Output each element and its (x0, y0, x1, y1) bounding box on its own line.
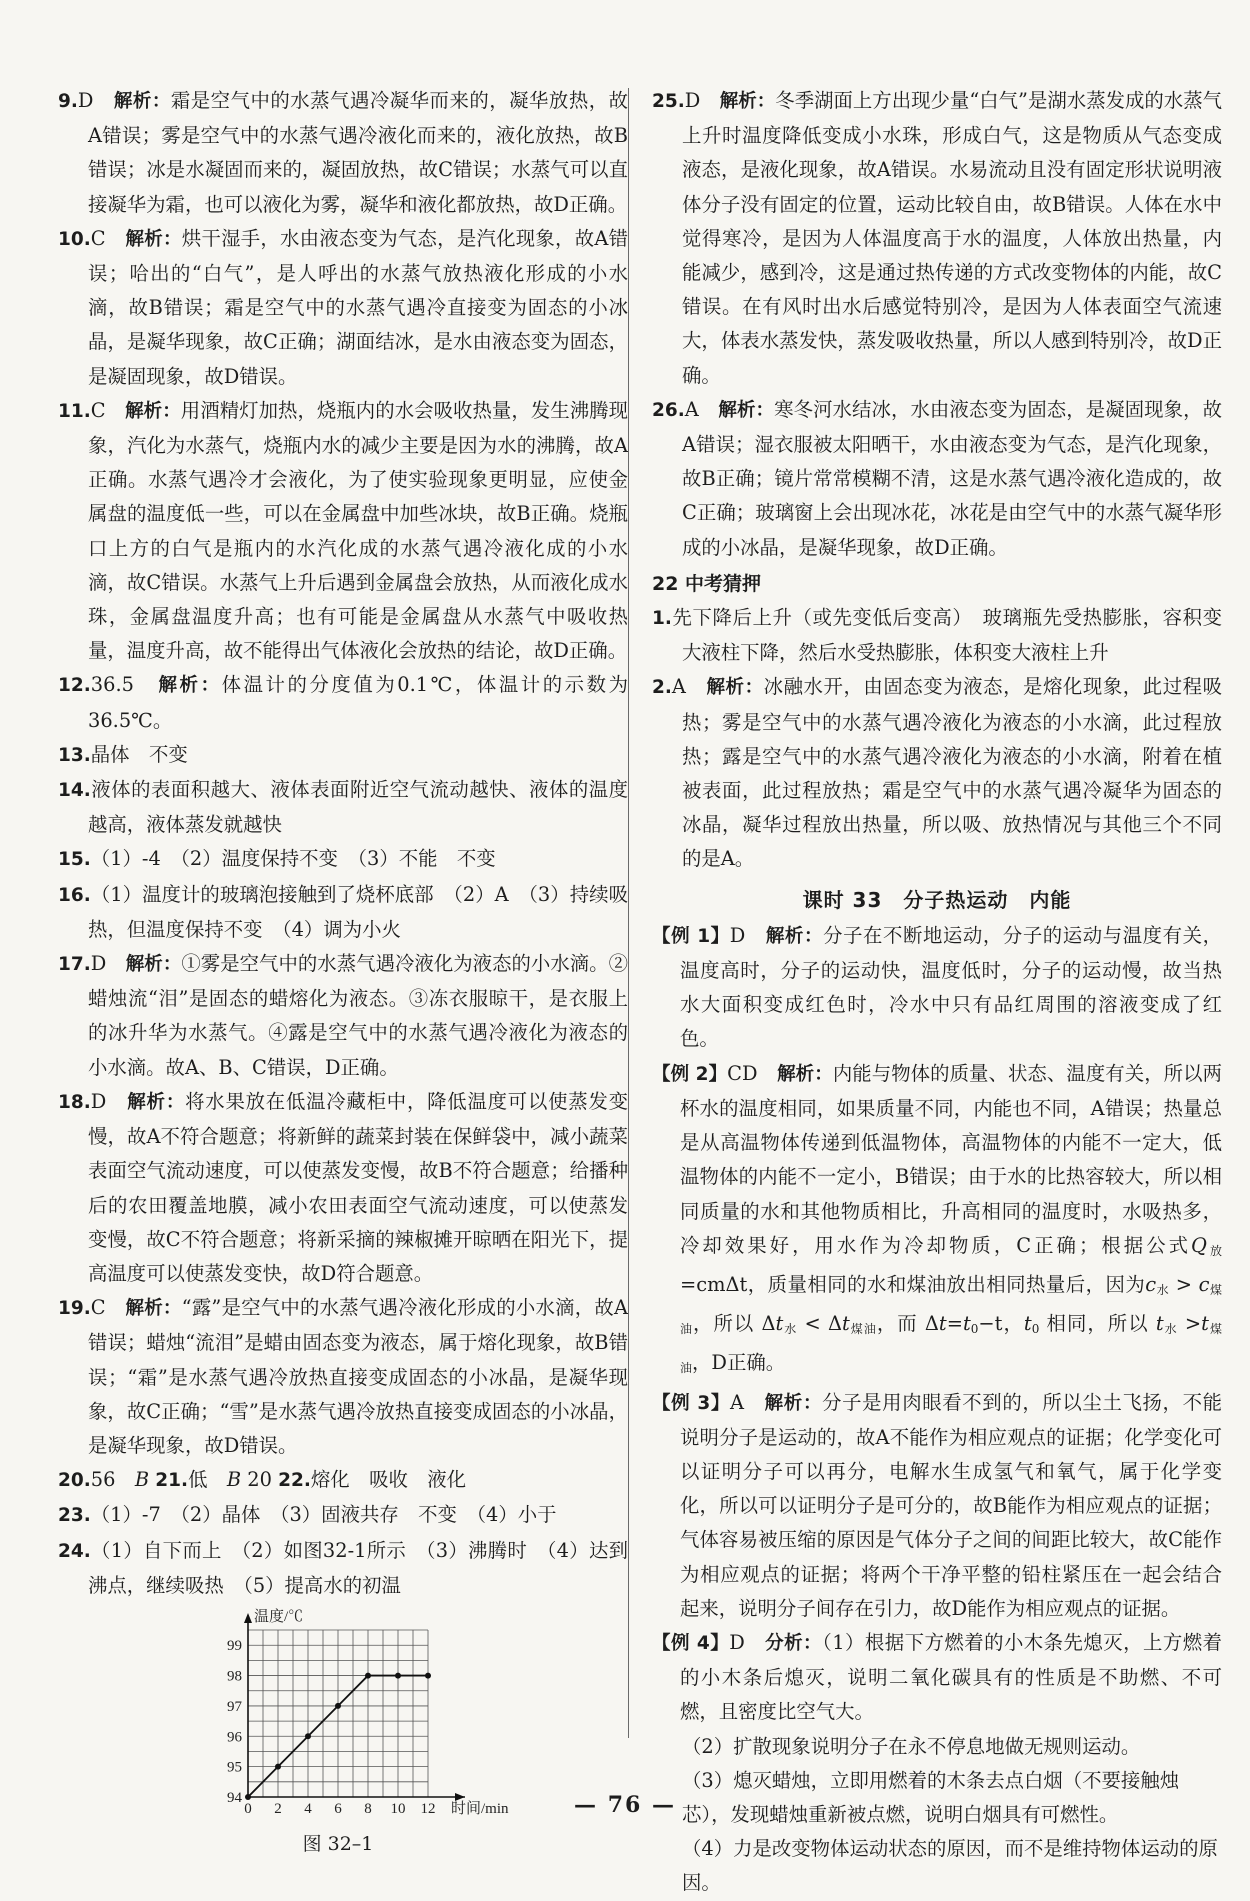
page-number: — 76 — (574, 1792, 676, 1818)
answer-text: 36.5 (90, 673, 159, 697)
formula-subscript: 0 (970, 1322, 979, 1337)
x-tick-label: 8 (364, 1800, 372, 1817)
answer-text: D (90, 1089, 128, 1113)
answer-number: 25. (652, 91, 685, 112)
formula-symbol: t (1155, 1312, 1164, 1336)
analysis-label: 解析： (125, 228, 182, 250)
analysis-text: 冰融水开，由固态变为液态，是熔化现象，此过程吸热；雾是空气中的水蒸气遇冷液化为液态的小水滴，此过程放热；露是空气中的水蒸气遇冷液化为液态的小水滴，附着在植被表面，此过程放热；霜是空气中的水蒸气遇冷凝华为固态的冰晶，凝华过程放出热量，所以吸、放热情况与其他三个不同的是A。 (682, 675, 1222, 871)
column-divider (628, 88, 629, 1738)
analysis-text: （1）根据下方燃着的小木条先熄灭，上方燃着的小木条后熄灭，说明二氧化碳具有的性质是不助燃、不可燃，且密度比空气大。 (680, 1630, 1222, 1724)
left-column (58, 84, 628, 1861)
data-point (425, 1673, 431, 1679)
analysis-text: 烘干湿手，水由液态变为气态，是汽化现象，故A错误；哈出的“白气”，是人呼出的水蒸气放热液化形成的小水滴，故B错误；霜是空气中的水蒸气遇冷直接变为固态的小冰晶，是凝华现象，故C正确；湖面结冰，是水由液态变为固态，是凝固现象，故D错误。 (88, 226, 628, 388)
example-4-part-3: （3）熄灭蜡烛，立即用燃着的木条去点白烟（不要接触烛芯），发现蜡烛重新被点燃，说明白烟具有可燃性。 (682, 1768, 1180, 1826)
answer-item (58, 222, 628, 394)
data-point (335, 1703, 341, 1709)
y-axis-arrow (244, 1613, 252, 1623)
y-axis-label: 温度/℃ (254, 1608, 304, 1625)
right-answer-list (652, 84, 1222, 565)
data-point (365, 1673, 371, 1679)
example-tag: 【例 2】 (652, 1063, 728, 1085)
answer-number: 22. (278, 1470, 311, 1492)
guess-1 (652, 601, 1222, 670)
answer-text: A (684, 397, 719, 421)
example-tag: 【例 1】 (652, 925, 730, 947)
analysis-label: 解析： (719, 91, 776, 112)
formula-symbol: c (1145, 1272, 1157, 1296)
answer-item (58, 773, 628, 842)
formula-subscript: 水 (783, 1322, 798, 1337)
analysis-text: < Δ (797, 1312, 842, 1336)
answer-text: 晶体 不变 (90, 742, 188, 766)
analysis-text: 霜是空气中的水蒸气遇冷凝华而来的，凝华放热，故A错误；雾是空气中的水蒸气遇冷液化而来的，液化放热，故B错误；冰是水凝固而来的，凝固放热，故C错误；水蒸气可以直接凝华为霜，也可以液化为雾，凝华和液化都放热，故D正确。 (88, 89, 629, 216)
analysis-text: 将水果放在低温冷藏柜中，降低温度可以使蒸发变慢，故A不符合题意；将新鲜的蔬菜封装在保鲜袋中，减小蔬菜表面空气流动速度，可以使蒸发变慢，故B不符合题意；给播种后的农田覆盖地膜，减小农田表面空气流动速度，可以使蒸发变慢，故C不符合题意；将新采摘的辣椒摊开晾晒在阳光下，提高温度可以使蒸发变快，故D符合题意。 (88, 1089, 628, 1285)
analysis-label: 解析： (764, 1392, 823, 1414)
formula-subscript: 水 (1163, 1322, 1178, 1337)
analysis-label: 分析： (765, 1632, 823, 1654)
analysis-text: =cmΔt，质量相同的水和煤油放出相同热量后，因为 (680, 1272, 1146, 1296)
answer-item (58, 394, 628, 669)
formula-symbol: Q (1191, 1233, 1207, 1257)
analysis-label: 解析： (706, 677, 764, 699)
x-axis-label: 时间/min (451, 1800, 509, 1817)
example-4-part-4: （4）力是改变物体运动状态的原因，而不是维持物体运动的原因。 (682, 1837, 1218, 1895)
answer-text: （1）自下而上 （2）如图32-1所示 （3）沸腾时 （4）达到沸点，继续吸热 （5）提高水的初温 (88, 1538, 628, 1597)
answer-number: 24. (58, 1540, 91, 1562)
analysis-text: 相同，所以 (1039, 1312, 1156, 1336)
formula-symbol: t (962, 1312, 971, 1336)
answer-text: 20 (247, 1468, 272, 1492)
answer-text: 熔化 吸收 液化 (310, 1468, 467, 1492)
answer-text: 56 (90, 1468, 135, 1492)
analysis-text: −t， (978, 1312, 1024, 1336)
analysis-label: 解析： (158, 675, 222, 697)
answer-text: C (90, 1296, 126, 1320)
answer-number: 26. (652, 399, 685, 421)
answer-text: C (90, 398, 126, 422)
answer-text: CD (727, 1061, 778, 1085)
answer-text: 低 (188, 1468, 227, 1492)
answer-text: （1）温度计的玻璃泡接触到了烧杯底部 （2）A （3）持续吸热，但温度保持不变 （4）调为小火 (88, 882, 628, 941)
analysis-text: ①雾是空气中的水蒸气遇冷液化为液态的小水滴。②蜡烛流“泪”是固态的蜡熔化为液态。③冻衣服晾干，是衣服上的冰升华为水蒸气。④露是空气中的水蒸气遇冷液化为液态的小水滴。故A、B、C错误，D正确。 (88, 952, 628, 1079)
answer-text: 先下降后上升（或先变低后变高） 玻璃瓶先受热膨胀，容积变大液柱下降，然后水受热膨胀，体积变大液柱上升 (671, 606, 1222, 665)
answer-number: 23. (58, 1505, 91, 1527)
formula-subscript: 煤油 (680, 1282, 1222, 1337)
answer-number: 11. (58, 400, 91, 422)
analysis-label: 解析： (125, 954, 182, 976)
guess-2 (652, 670, 1222, 876)
x-tick-label: 2 (274, 1800, 282, 1817)
analysis-label: 解析： (125, 400, 181, 422)
answer-number: 21. (155, 1470, 189, 1492)
y-tick-label: 99 (227, 1638, 242, 1655)
answer-text: D (77, 89, 114, 112)
answer-item (652, 393, 1222, 565)
analysis-label: 解析： (113, 91, 171, 112)
chart-caption: 图 32–1 (302, 1833, 374, 1856)
y-tick-label: 95 (227, 1759, 242, 1776)
answer-text: D (684, 89, 720, 112)
analysis-text: > (1177, 1312, 1202, 1336)
example-2 (652, 1057, 1222, 1386)
formula-subscript: 0 (1031, 1322, 1040, 1337)
answer-number: 10. (58, 228, 91, 250)
formula-symbol: t (1023, 1312, 1032, 1336)
x-tick-label: 4 (304, 1800, 312, 1817)
answer-item (58, 84, 628, 222)
analysis-text: 冬季湖面上方出现少量“白气”是湖水蒸发成的水蒸气上升时温度降低变成小水珠，形成白气，这是物质从气态变成液态，是液化现象，故A错误。水易流动且没有固定形状说明液体分子没有固定的位置，运动比较自由，故B错误。人体在水中觉得寒冷，是因为人体温度高于水的温度，人体放出热量，内能减少，感到冷，这是通过热传递的方式改变物体的内能，故C错误。在有风时出水后感觉特别冷，是因为人体表面空气流速大，体表水蒸发快，蒸发吸收热量，所以人感到特别冷，故D正确。 (682, 89, 1222, 387)
formula-symbol: t (938, 1312, 947, 1336)
answer-number: 12. (58, 675, 91, 697)
answer-number: 20. (58, 1470, 91, 1492)
analysis-label: 解析： (127, 1091, 186, 1113)
data-point (275, 1764, 281, 1770)
analysis-label: 解析： (125, 1298, 182, 1320)
answer-item (58, 1085, 628, 1291)
formula-subscript: 煤油 (680, 1322, 1222, 1376)
answer-20-22 (58, 1463, 628, 1498)
answer-text: A (671, 675, 707, 699)
answer-number: 16. (58, 884, 91, 906)
answer-number: 9. (58, 91, 78, 112)
answer-number: 2. (652, 677, 672, 699)
analysis-label: 解析： (777, 1063, 833, 1085)
data-point (395, 1673, 401, 1679)
answer-item (58, 878, 628, 947)
answer-item (58, 668, 628, 737)
analysis-text: ，所以 Δ (693, 1312, 776, 1336)
answer-number: 18. (58, 1091, 91, 1113)
example-4-part-2: （2）扩散现象说明分子在永不停息地做无规则运动。 (682, 1734, 1141, 1758)
answer-number: 14. (58, 780, 91, 802)
y-tick-label: 98 (227, 1668, 242, 1685)
answer-text: 液体的表面积越大、液体表面附近空气流动越快、液体的温度越高，液体蒸发就越快 (88, 778, 628, 837)
answer-24 (58, 1534, 628, 1603)
example-tag: 【例 3】 (652, 1392, 730, 1414)
answer-number: 13. (58, 744, 91, 766)
example-3 (652, 1386, 1222, 1626)
answer-text: （1）-7 （2）晶体 （3）固液共存 不变 （4）小于 (90, 1503, 557, 1527)
formula-subscript: 放 (1206, 1243, 1222, 1258)
answer-text: D (729, 1630, 766, 1654)
answer-text: A (730, 1390, 765, 1414)
analysis-text: 体温计的分度值为0.1℃，体温计的示数为36.5℃。 (88, 673, 628, 732)
data-point (305, 1733, 311, 1739)
y-tick-label: 97 (227, 1698, 242, 1715)
answer-item (652, 84, 1222, 393)
example-4 (652, 1626, 1222, 1730)
x-tick-label: 0 (244, 1800, 252, 1817)
answer-number: 19. (58, 1298, 91, 1320)
example-tag: 【例 4】 (652, 1632, 730, 1654)
analysis-text: 内能与物体的质量、状态、温度有关，所以两杯水的温度相同，如果质量不同，内能也不同，A错误；热量总是从高温物体传递到低温物体，高温物体的内能不一定大，低温物体的内能不一定小，B错误；由于水的比热容较大，所以相同质量的水和其他物质相比，升高相同的温度时，水吸热多，冷却效果好，用水作为冷却物质，C正确；根据公式 (680, 1061, 1222, 1257)
formula-subscript: 水 (1156, 1282, 1170, 1297)
analysis-text: > (1169, 1272, 1192, 1296)
analysis-text: = (946, 1312, 963, 1336)
left-answer-list (58, 84, 628, 1463)
answer-item (58, 1291, 628, 1463)
section-title: 22 中考猜押 (652, 572, 762, 595)
answer-item (58, 947, 628, 1085)
analysis-text: 分子是用肉眼看不到的，所以尘土飞扬，不能说明分子是运动的，故A不能作为相应观点的证据；化学变化可以证明分子可以再分，电解水生成氢气和氧气，属于化学变化，所以可以证明分子是可分的，故B能作为相应观点的证据；气体容易被压缩的原因是气体分子之间的间距比较大，故C能作为相应观点的证据；将两个干净平整的铅柱紧压在一起会结合起来，说明分子间存在引力，故D能作为相应观点的证据。 (680, 1390, 1222, 1620)
analysis-text: 用酒精灯加热，烧瓶内的水会吸收热量，发生沸腾现象，汽化为水蒸气，烧瓶内水的减少主要是因为水的沸腾，故A正确。水蒸气遇冷才会液化，为了使实验现象更明显，应使金属盘的温度低一些，可以在金属盘中加些冰块，故B正确。烧瓶口上方的白气是瓶内的水汽化成的水蒸气遇冷液化成的小水滴，故C错误。水蒸气上升后遇到金属盘会放热，从而液化成水珠，金属盘温度升高；也有可能是金属盘从水蒸气中吸收热量，温度升高，故不能得出气体液化会放热的结论，故D正确。 (88, 398, 628, 663)
lesson-title: 课时 33 分子热运动 内能 (802, 887, 1072, 912)
formula-symbol: c (1198, 1272, 1210, 1296)
y-tick-label: 96 (227, 1729, 242, 1746)
answer-text: B (226, 1468, 242, 1492)
answer-number: 15. (58, 849, 91, 871)
answer-text: （1）-4 （2）温度保持不变 （3）不能 不变 (90, 847, 496, 871)
analysis-label: 解析： (765, 925, 824, 947)
formula-symbol: t (775, 1312, 784, 1336)
analysis-text: 分子在不断地运动，分子的运动与温度有关，温度高时，分子的运动快，温度低时，分子的运动慢，故当热水大面积变成红色时，冷水中只有品红周围的溶液变成了红色。 (680, 923, 1222, 1051)
answer-item (58, 738, 628, 773)
formula-symbol: t (841, 1312, 850, 1336)
analysis-text: ，D正确。 (692, 1351, 786, 1375)
answer-item (58, 842, 628, 877)
analysis-text: “露”是空气中的水蒸气遇冷液化形成的小水滴，故A错误；蜡烛“流泪”是蜡由固态变为液态，属于熔化现象，故B错误；“霜”是水蒸气遇冷放热直接变成固态的小冰晶，是凝华现象，故C正确；“雪”是水蒸气遇冷放热直接变成固态的小冰晶，是凝华现象，故D错误。 (88, 1296, 628, 1457)
answer-text: C (90, 226, 126, 250)
answer-23 (58, 1498, 628, 1533)
x-tick-label: 6 (334, 1800, 342, 1817)
right-column (652, 84, 1222, 1901)
y-tick-label: 94 (227, 1789, 242, 1806)
answer-text: B (134, 1468, 150, 1492)
answer-number: 1. (652, 608, 672, 630)
analysis-text: 寒冬河水结冰，水由液态变为固态，是凝固现象，故A错误；湿衣服被太阳晒干，水由液态变为气态，是汽化现象，故B正确；镜片常常模糊不清，这是水蒸气遇冷液化造成的，故C正确；玻璃窗上会出现冰花，冰花是由空气中的水蒸气凝华形成的小冰晶，是凝华现象，故D正确。 (682, 397, 1222, 559)
formula-symbol: t (1201, 1312, 1209, 1336)
formula-subscript: 煤油 (849, 1322, 877, 1337)
chart-svg (208, 1607, 509, 1822)
x-tick-label: 12 (420, 1800, 436, 1817)
answer-number: 17. (58, 954, 91, 976)
answer-text: D (729, 923, 766, 947)
analysis-label: 解析： (718, 399, 775, 421)
x-tick-label: 10 (390, 1800, 406, 1817)
temperature-time-chart (208, 1607, 509, 1861)
analysis-text: ，而 Δ (876, 1312, 939, 1336)
answer-text: D (90, 952, 126, 976)
example-1 (652, 919, 1222, 1057)
